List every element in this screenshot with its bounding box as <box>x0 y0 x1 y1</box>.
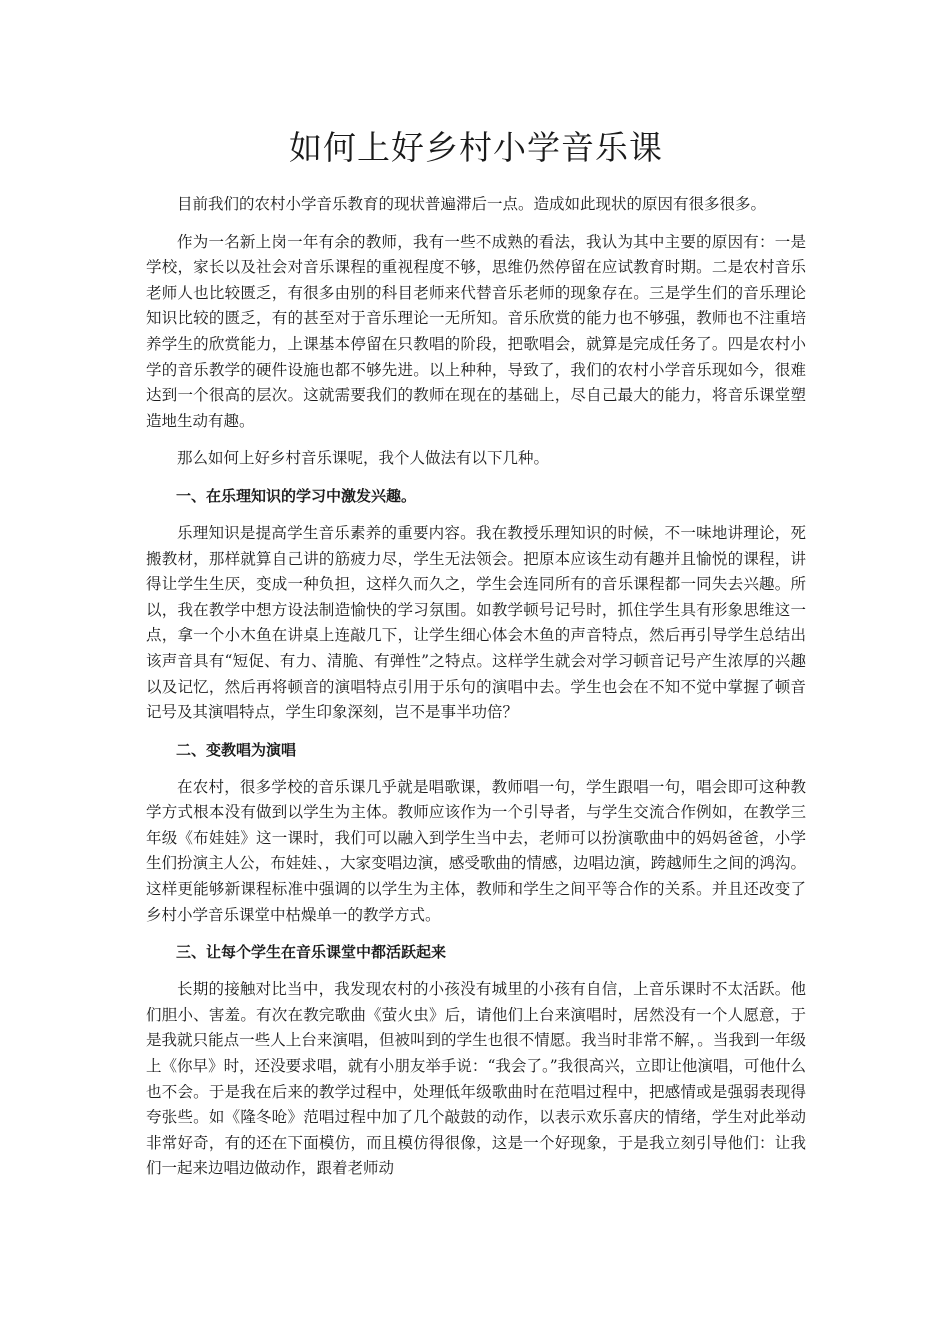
paragraph-transition: 那么如何上好乡村音乐课呢，我个人做法有以下几种。 <box>177 449 550 468</box>
paragraph-section-3: 长期的接触对比当中，我发现农村的小孩没有城里的小孩有自信，上音乐课时不太活跃。他们胆小、害羞。有次在教完歌曲《萤火虫》后，请他们上台来演唱时，居然没有一个人愿意，于是我就只能点一些人上台来演唱，但被叫到的学生也很不情愿。我当时非常不解，。当我到一年级上《你早》时，还没要求唱，就有小朋友举手说：“我会了。”我很高兴，立即让他演唱，可他什么也不会。于是我在后来的教学过程中，处理低年级歌曲时在范唱过程中，把感情或是强弱表现得夸张些。如《隆冬呛》范唱过程中加了几个敲鼓的动作，以表示欢乐喜庆的情绪，学生对此举动非常好奇，有的还在下面模仿，而且模仿得很像，这是一个好现象，于是我立刻引导他们：让我们一起来边唱边做动作，跟着老师动 <box>146 980 806 1178</box>
paragraph-intro: 目前我们的农村小学音乐教育的现状普遍滞后一点。造成如此现状的原因有很多很多。 <box>177 195 767 213</box>
document-title: 如何上好乡村小学音乐课 <box>289 128 663 167</box>
document-page <box>146 128 806 1194</box>
paragraph-section-2: 在农村，很多学校的音乐课几乎就是唱歌课，教师唱一句，学生跟唱一句，唱会即可这种教学方式根本没有做到以学生为主体。教师应该作为一个引导者，与学生交流合作例如，在教学三年级《布娃娃》这一课时，我们可以融入到学生当中去，老师可以扮演歌曲中的妈妈爸爸，小学生们扮演主人公，布娃娃、，大家变唱边演，感受歌曲的情感，边唱边演，跨越师生之间的鸿沟。这样更能够新课程标准中强调的以学生为主体，教师和学生之间平等合作的关系。并且还改变了乡村小学音乐课堂中枯燥单一的教学方式。 <box>146 777 806 924</box>
section-heading-2: 二、变教唱为演唱 <box>176 740 297 759</box>
section-heading-1: 一、在乐理知识的学习中激发兴趣。 <box>176 486 417 505</box>
paragraph-reasons: 作为一名新上岗一年有余的教师，我有一些不成熟的看法，我认为其中主要的原因有：一是学校，家长以及社会对音乐课程的重视程度不够，思维仍然停留在应试教育时期。二是农村音乐老师人也比较匮乏，有很多由别的科目老师来代替音乐老师的现象存在。三是学生们的音乐理论知识比较的匮乏，有的甚至对于音乐理论一无所知。音乐欣赏的能力也不够强，教师也不注重培养学生的欣赏能力，上课基本停留在只教唱的阶段，把歌唱会，就算是完成任务了。四是农村小学的音乐教学的硬件设施也都不够先进。以上种种，导致了，我们的农村小学音乐现如今，很难达到一个很高的层次。这就需要我们的教师在现在的基础上，尽自己最大的能力，将音乐课堂塑造地生动有趣。 <box>146 232 806 430</box>
paragraph-section-1: 乐理知识是提高学生音乐素养的重要内容。我在教授乐理知识的时候，不一味地讲理论，死搬教材，那样就算自己讲的筋疲力尽，学生无法领会。把原本应该生动有趣并且愉悦的课程，讲得让学生生厌，变成一种负担，这样久而久之，学生会连同所有的音乐课程都一同失去兴趣。所以，我在教学中想方设法制造愉快的学习氛围。如教学顿号记号时，抓住学生具有形象思维这一点，拿一个小木鱼在讲桌上连敲几下，让学生细心体会木鱼的声音特点，然后再引导学生总结出该声音具有“短促、有力、清脆、有弹性”之特点。这样学生就会对学习顿音记号产生浓厚的兴趣以及记忆，然后再将顿音的演唱特点引用于乐句的演唱中去。学生也会在不知不觉中掌握了顿音记号及其演唱特点，学生印象深刻，岂不是事半功倍？ <box>146 523 806 722</box>
section-heading-3: 三、让每个学生在音乐课堂中都活跃起来 <box>176 943 447 962</box>
